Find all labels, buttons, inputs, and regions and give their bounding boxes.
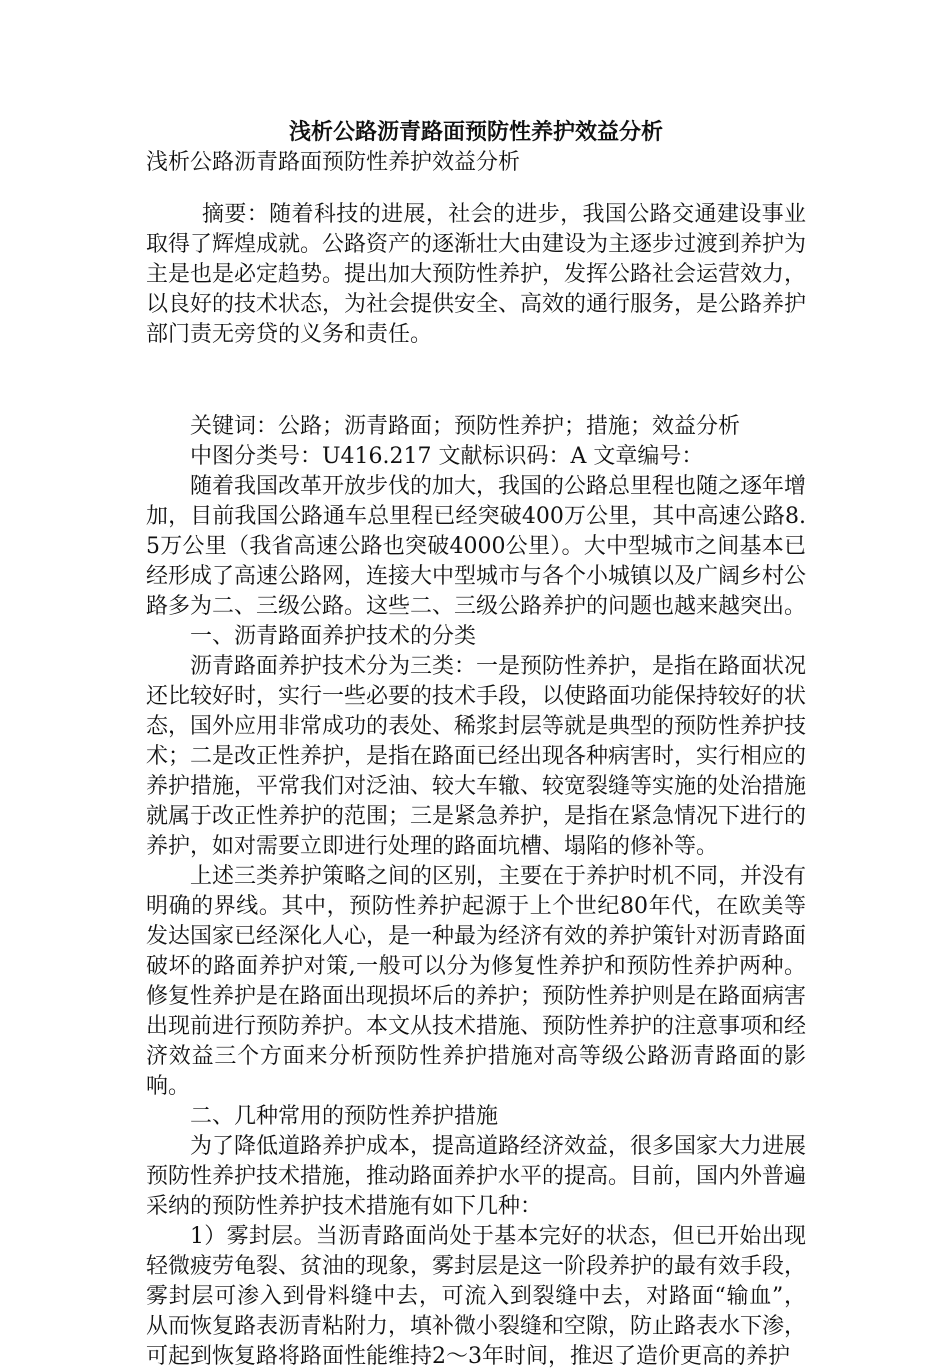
section-heading: 二、几种常用的预防性养护措施 bbox=[190, 1104, 499, 1129]
body-paragraph: 上述三类养护策略之间的区别，主要在于养护时机不同，并没有明确的界线。其中，预防性养护起源于上个世纪80年代，在欧美等发达国家已经深化人心，是一种最为经济有效的养护策针对沥青路面破坏的路面养护对策,一般可以分为修复性养护和预防性养护两种。修复性养护是在路面出现损坏后的养护；预防性养护则是在路面病害出现前进行预防养护。本文从技术措施、预防性养护的注意事项和经济效益三个方面来分析预防性养护措施对高等级公路沥青路面的影响。 bbox=[146, 864, 807, 1099]
document-page bbox=[146, 118, 806, 1372]
section-heading: 一、沥青路面养护技术的分类 bbox=[190, 624, 477, 649]
abstract-paragraph: 摘要：随着科技的进展，社会的进步，我国公路交通建设事业取得了辉煌成就。公路资产的逐渐壮大由建设为主逐步过渡到养护为主是也是必定趋势。提出加大预防性养护，发挥公路社会运营效力，以良好的技术状态，为社会提供安全、高效的通行服务，是公路养护部门责无旁贷的义务和责任。 bbox=[146, 202, 807, 347]
body-paragraph: 沥青路面养护技术分为三类：一是预防性养护，是指在路面状况还比较好时，实行一些必要的技术手段，以使路面功能保持较好的状态，国外应用非常成功的表处、稀浆封层等就是典型的预防性养护技术；二是改正性养护，是指在路面已经出现各种病害时，实行相应的养护措施，平常我们对泛油、较大车辙、较宽裂缝等实施的处治措施就属于改正性养护的范围；三是紧急养护，是指在紧急情况下进行的养护，如对需要立即进行处理的路面坑槽、塌陷的修补等。 bbox=[146, 654, 807, 859]
body-paragraph: 随着我国改革开放步伐的加大，我国的公路总里程也随之逐年增加，目前我国公路通车总里程已经突破400万公里，其中高速公路8.5万公里（我省高速公路也突破4000公里）。大中型城市之间基本已经形成了高速公路网，连接大中型城市与各个小城镇以及广阔乡村公路多为二、三级公路。这些二、三级公路养护的问题也越来越突出。 bbox=[146, 474, 807, 619]
body-paragraph: 1）雾封层。当沥青路面尚处于基本完好的状态，但已开始出现轻微疲劳龟裂、贫油的现象，雾封层是这一阶段养护的最有效手段，雾封层可渗入到骨料缝中去，可流入到裂缝中去，对路面“输血”，从而恢复路表沥青粘附力，填补微小裂缝和空隙，防止路表水下渗，可起到恢复路将路面性能维持2～3年时间，推迟了造价更高的养护 bbox=[146, 1224, 807, 1369]
body-paragraph: 为了降低道路养护成本，提高道路经济效益，很多国家大力进展预防性养护技术措施，推动路面养护水平的提高。目前，国内外普遍采纳的预防性养护技术措施有如下几种： bbox=[146, 1134, 807, 1219]
keywords-line: 关键词：公路；沥青路面；预防性养护；措施；效益分析 bbox=[190, 414, 741, 439]
document-title: 浅析公路沥青路面预防性养护效益分析 bbox=[288, 120, 663, 145]
document-subtitle: 浅析公路沥青路面预防性养护效益分析 bbox=[146, 150, 521, 175]
classification-line: 中图分类号：U416.217 文献标识码：A 文章编号： bbox=[190, 444, 704, 469]
